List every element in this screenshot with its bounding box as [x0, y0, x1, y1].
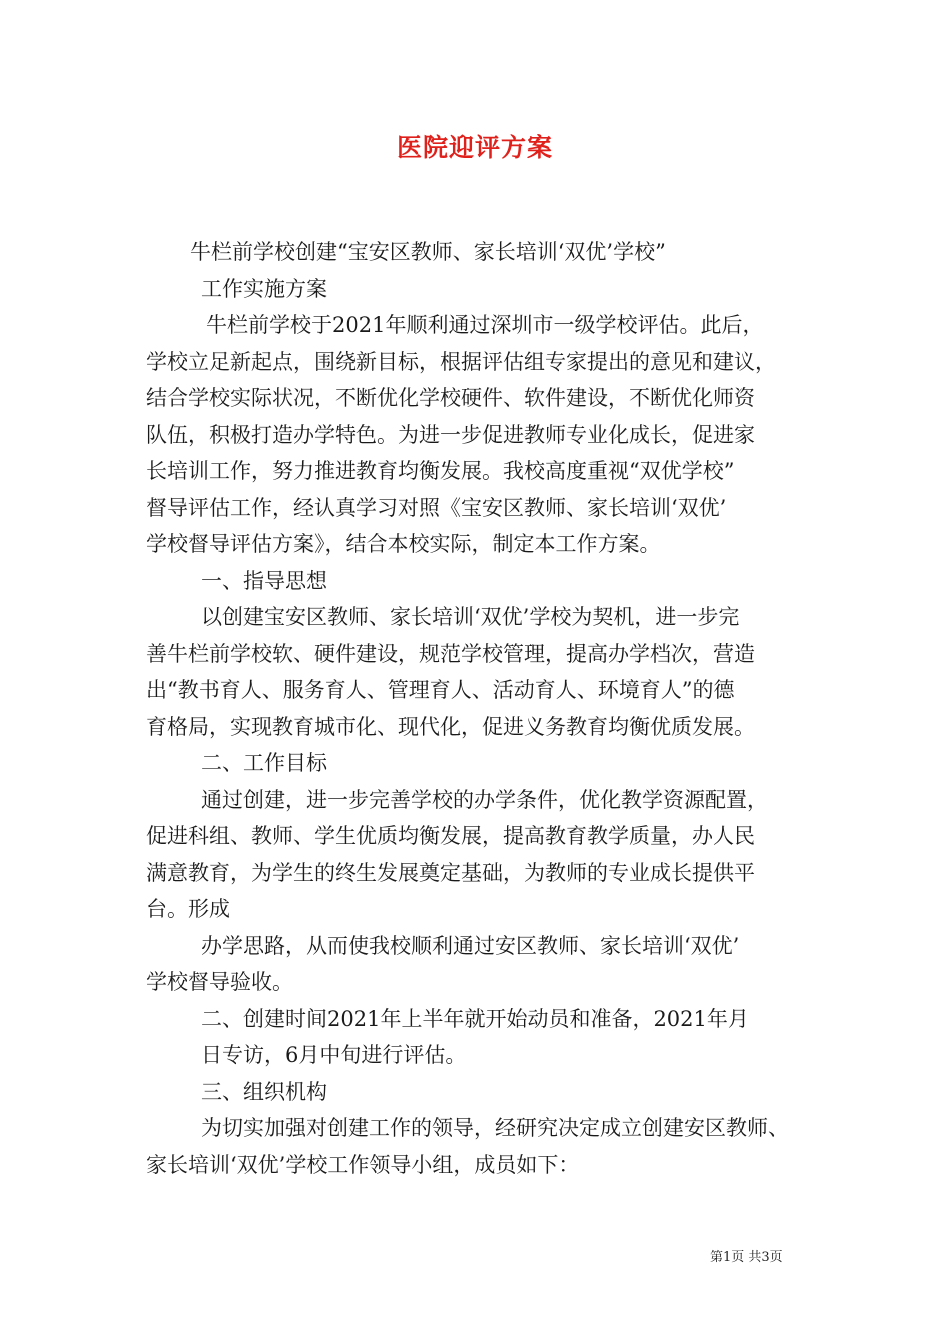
- paragraph-line: 工作实施方案: [201, 276, 327, 301]
- paragraph-line: 为切实加强对创建工作的领导，经研究决定成立创建安区教师、: [201, 1116, 789, 1140]
- paragraph-line: 以创建宝安区教师、家长培训‘双优’学校为契机，进一步完: [201, 605, 740, 629]
- paragraph-line: 满意教育，为学生的终生发展奠定基础，为教师的专业成长提供平: [146, 860, 755, 885]
- paragraph-line: 家长培训‘双优’学校工作领导小组，成员如下：: [146, 1152, 580, 1177]
- paragraph-line: 台。形成: [146, 897, 230, 921]
- paragraph-line: 牛栏前学校创建“宝安区教师、家长培训‘双优’学校”: [190, 240, 666, 264]
- paragraph-line: 善牛栏前学校软、硬件建设，规范学校管理，提高办学档次，营造: [146, 641, 755, 666]
- paragraph-line: 长培训工作，努力推进教育均衡发展。我校高度重视“双优学校”: [146, 459, 735, 483]
- paragraph-line: 队伍，积极打造办学特色。为进一步促进教师专业化成长，促进家: [146, 422, 755, 447]
- paragraph-line: 三、组织机构: [201, 1079, 327, 1104]
- paragraph-line: 出“教书育人、服务育人、管理育人、活动育人、环境育人”的德: [146, 678, 735, 702]
- paragraph-line: 学校督导验收。: [146, 970, 293, 994]
- paragraph-line: 牛栏前学校于2021年顺利通过深圳市一级学校评估。此后，: [206, 313, 764, 337]
- paragraph-line: 育格局，实现教育城市化、现代化，促进义务教育均衡优质发展。: [146, 714, 755, 739]
- document-body: [146, 234, 811, 1183]
- paragraph-line: 二、工作目标: [201, 751, 327, 775]
- paragraph-line: 办学思路，从而使我校顺利通过安区教师、家长培训‘双优’: [201, 933, 740, 958]
- paragraph-line: 结合学校实际状况，不断优化学校硬件、软件建设，不断优化师资: [146, 386, 755, 410]
- paragraph-line: 一、指导思想: [201, 568, 327, 593]
- paragraph-line: 促进科组、教师、学生优质均衡发展，提高教育教学质量，办人民: [146, 824, 755, 848]
- paragraph-line: 督导评估工作，经认真学习对照《宝安区教师、家长培训‘双优’: [146, 495, 727, 520]
- paragraph-line: 学校立足新起点，围绕新目标，根据评估组专家提出的意见和建议，: [146, 349, 776, 374]
- paragraph-line: 通过创建，进一步完善学校的办学条件，优化教学资源配置，: [201, 787, 768, 812]
- paragraph-line: 二、创建时间2021年上半年就开始动员和准备，2021年月: [201, 1006, 749, 1031]
- document-title: 医院迎评方案: [396, 133, 553, 162]
- paragraph-line: 学校督导评估方案》，结合本校实际，制定本工作方案。: [146, 532, 661, 556]
- paragraph-line: 日专访，6月中旬进行评估。: [201, 1043, 467, 1067]
- page-footer: 第1页 共3页: [710, 1250, 783, 1265]
